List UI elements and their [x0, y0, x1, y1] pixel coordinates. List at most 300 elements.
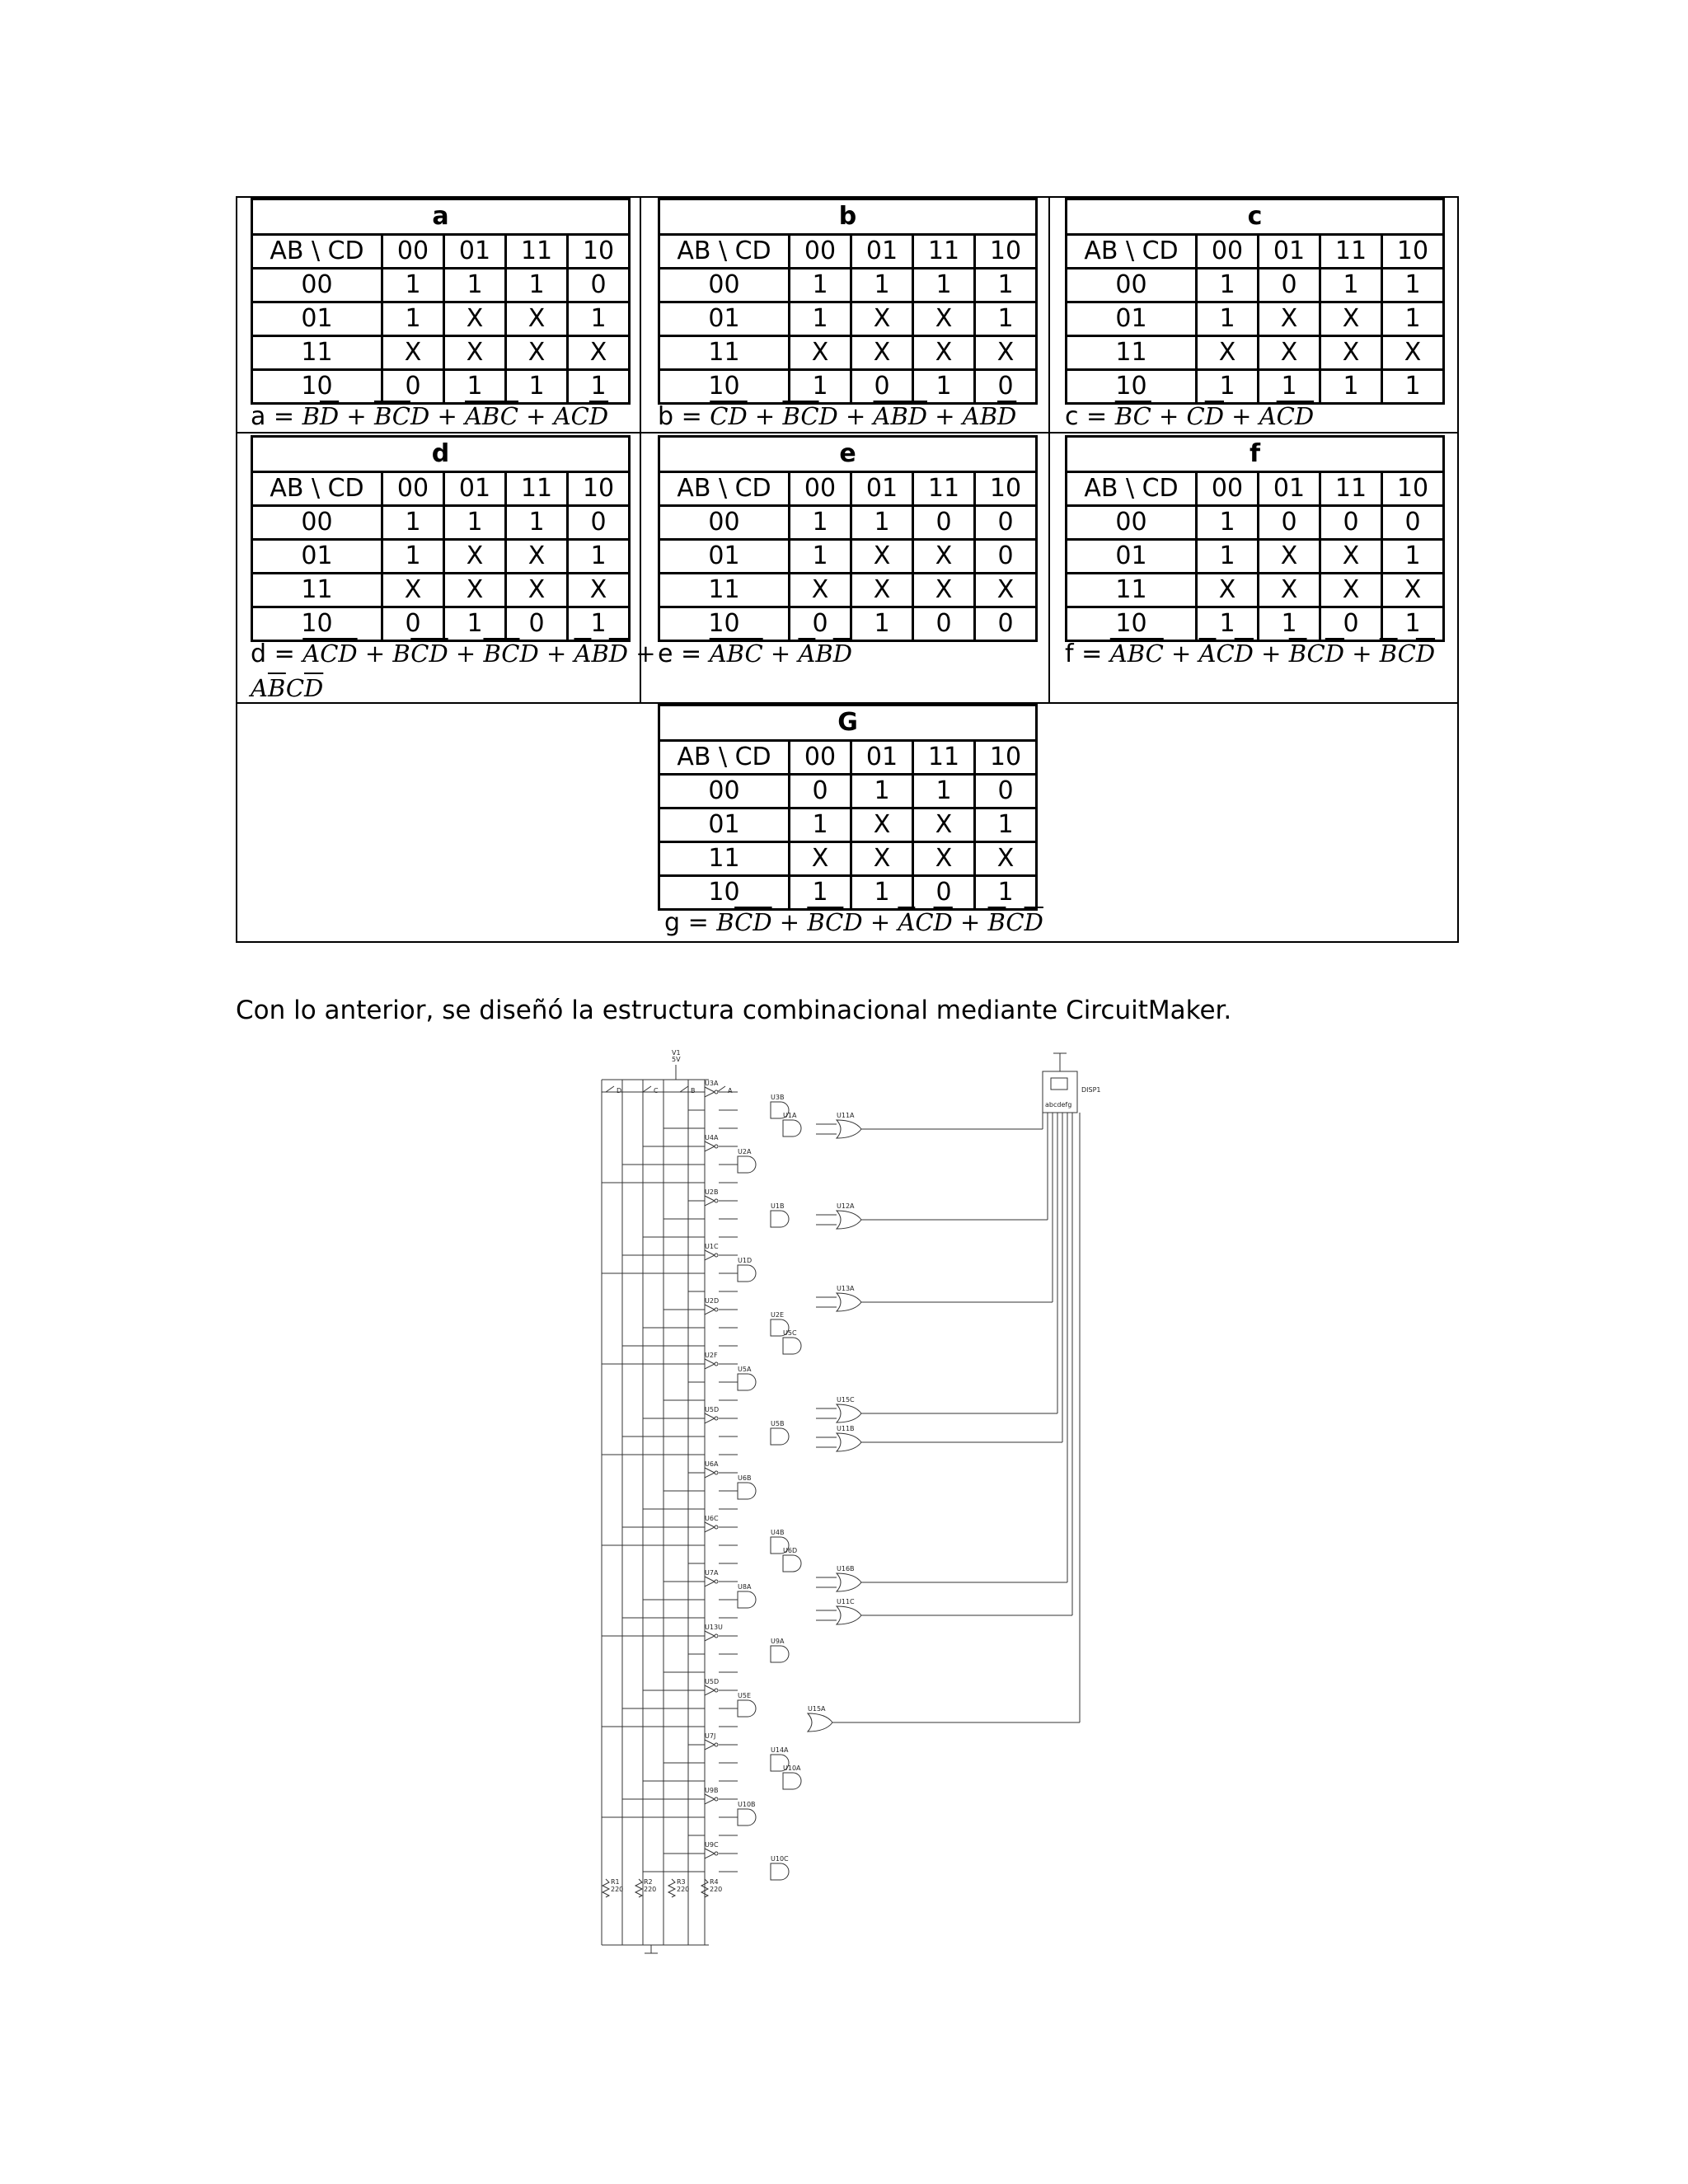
kmap-title: e	[659, 437, 1037, 472]
kmap-cell: X	[444, 302, 506, 336]
grid-divider	[1048, 196, 1050, 704]
kmap-cell: 1	[851, 269, 913, 302]
kmap-cell: X	[1259, 574, 1320, 607]
kmap-cell: 1	[1259, 607, 1320, 641]
kmap-header-cell: 00	[790, 235, 851, 269]
not-gate	[705, 1849, 715, 1858]
gate-label: U3A	[705, 1080, 719, 1087]
not-gate	[705, 1196, 715, 1206]
resistor	[668, 1879, 675, 1897]
or-gate	[837, 1433, 861, 1451]
kmap-row	[659, 775, 1037, 808]
kmap-cell: 1	[568, 302, 630, 336]
kmap-row	[659, 370, 1037, 404]
kmap-cell: 1	[1197, 269, 1259, 302]
or-gate	[837, 1120, 861, 1138]
or-gate	[808, 1713, 832, 1732]
circuit-schematic	[569, 1047, 1113, 1970]
kmap-row-label: 01	[1067, 540, 1197, 574]
gate-label: U4B	[771, 1529, 785, 1536]
kmap-row-label: 01	[1067, 302, 1197, 336]
kmap-cell: 1	[568, 370, 630, 404]
gate-label: U7A	[705, 1569, 719, 1577]
gate-label: U5D	[705, 1678, 720, 1685]
gate-label: U5D	[705, 1406, 720, 1413]
kmap-cell: X	[1259, 540, 1320, 574]
kmap-cell: 0	[1382, 506, 1444, 540]
resistor	[603, 1879, 609, 1897]
kmap-d	[251, 435, 628, 642]
kmap-row-label: 00	[659, 269, 790, 302]
kmap-cell: X	[975, 336, 1037, 370]
gate-label: U5A	[738, 1366, 752, 1373]
equation-a: $a = B\overline{D} + \overline{BC}D + \overline{ABC} + AC\overline{D}$	[251, 402, 609, 431]
kmap-cell: X	[913, 808, 975, 842]
kmap-cell: 1	[506, 370, 568, 404]
not-gate-bubble	[715, 1797, 718, 1801]
gate-label: U15C	[837, 1396, 855, 1404]
and-gate	[771, 1646, 789, 1662]
not-gate	[705, 1522, 715, 1532]
kmap-row	[252, 336, 630, 370]
gate-label: U9B	[705, 1787, 719, 1794]
kmap-cell: 1	[851, 506, 913, 540]
kmap-row	[252, 370, 630, 404]
kmap-cell: 1	[790, 876, 851, 910]
resistor	[635, 1879, 642, 1897]
kmap-cell: 1	[851, 876, 913, 910]
kmap-header-cell: 01	[851, 235, 913, 269]
kmap-row	[659, 336, 1037, 370]
not-gate-bubble	[715, 1362, 718, 1366]
kmap-table	[1065, 435, 1445, 642]
kmap-cell: 1	[790, 506, 851, 540]
switch-label: A	[728, 1087, 733, 1094]
kmap-row	[659, 808, 1037, 842]
not-gate-bubble	[715, 1689, 718, 1692]
not-gate	[705, 1087, 715, 1097]
kmap-title: d	[252, 437, 630, 472]
kmap-row	[252, 269, 630, 302]
kmap-cell: 1	[1197, 370, 1259, 404]
kmap-title: G	[659, 705, 1037, 741]
display-pins: abcdefg	[1045, 1101, 1072, 1108]
and-gate	[738, 1374, 756, 1390]
gate-label: U1B	[771, 1202, 785, 1210]
kmap-header-cell: 11	[506, 235, 568, 269]
kmap-row	[252, 574, 630, 607]
kmap-row-label: 10	[252, 607, 382, 641]
kmap-row	[659, 269, 1037, 302]
and-gate	[738, 1591, 756, 1608]
kmap-cell: 1	[913, 370, 975, 404]
gate-label: U9A	[771, 1638, 785, 1645]
kmap-cell: X	[790, 336, 851, 370]
kmap-row	[1067, 506, 1444, 540]
kmap-cell: 1	[568, 540, 630, 574]
gate-label: U2B	[705, 1188, 719, 1196]
kmap-row-label: 10	[659, 876, 790, 910]
or-gate	[837, 1606, 861, 1624]
and-gate	[738, 1809, 756, 1825]
gate-label: U5E	[738, 1692, 751, 1699]
kmap-cell: 1	[382, 540, 444, 574]
kmap-cell: X	[790, 574, 851, 607]
kmap-cell: X	[975, 574, 1037, 607]
not-gate	[705, 1794, 715, 1804]
kmap-cell: X	[1259, 302, 1320, 336]
kmap-b	[658, 198, 1035, 405]
supply-label: V1	[672, 1049, 681, 1057]
equation-b: $b = \overline{CD} + \overline{BC}D + \overline{ABD} + AB\overline{D}$	[658, 402, 1017, 431]
kmap-header-cell: 01	[444, 472, 506, 506]
kmap-cell: X	[568, 336, 630, 370]
kmap-header-cell: AB \ CD	[252, 472, 382, 506]
kmap-row	[1067, 540, 1444, 574]
kmap-row-label: 11	[659, 574, 790, 607]
kmap-row	[1067, 574, 1444, 607]
kmap-cell: 0	[975, 540, 1037, 574]
kmap-cell: 1	[975, 876, 1037, 910]
gate-label: U8A	[738, 1583, 752, 1591]
kmap-row-label: 10	[1067, 370, 1197, 404]
kmap-row	[252, 607, 630, 641]
kmap-row-label: 01	[659, 302, 790, 336]
kmap-cell: 0	[790, 607, 851, 641]
not-gate-bubble	[715, 1090, 718, 1094]
kmap-g	[658, 704, 1035, 911]
kmap-cell: X	[851, 842, 913, 876]
kmap-cell: 1	[444, 370, 506, 404]
kmap-header-cell: 11	[1320, 235, 1382, 269]
wire	[643, 1086, 651, 1092]
kmap-cell: 0	[790, 775, 851, 808]
kmap-cell: X	[913, 842, 975, 876]
kmap-cell: 0	[1320, 607, 1382, 641]
kmap-cell: X	[913, 336, 975, 370]
kmap-table	[658, 704, 1038, 911]
not-gate-bubble	[715, 1526, 718, 1529]
switch-label: B	[691, 1087, 696, 1094]
kmap-row-label: 10	[659, 370, 790, 404]
kmap-header-cell: 10	[975, 741, 1037, 775]
and-gate	[771, 1428, 789, 1445]
kmap-cell: 1	[1382, 370, 1444, 404]
kmap-row	[659, 540, 1037, 574]
kmap-cell: 0	[851, 370, 913, 404]
kmap-cell: 1	[1382, 607, 1444, 641]
kmap-cell: X	[851, 808, 913, 842]
gate-label: U1D	[738, 1257, 753, 1264]
kmap-header-cell: 11	[913, 235, 975, 269]
resistor-value: 220	[611, 1886, 624, 1893]
kmap-cell: 0	[913, 607, 975, 641]
gate-label: U4A	[705, 1134, 719, 1141]
resistor-label: R3	[677, 1878, 686, 1886]
kmap-row	[1067, 302, 1444, 336]
kmap-cell: X	[851, 574, 913, 607]
wire	[606, 1086, 614, 1092]
kmap-row-label: 00	[252, 269, 382, 302]
kmap-cell: X	[851, 302, 913, 336]
kmap-title: c	[1067, 199, 1444, 235]
kmap-row-label: 11	[252, 336, 382, 370]
gate-label: U11A	[837, 1112, 855, 1119]
kmap-cell: 0	[506, 607, 568, 641]
not-gate	[705, 1577, 715, 1586]
kmap-cell: X	[382, 574, 444, 607]
kmap-cell: X	[1382, 336, 1444, 370]
kmap-cell: X	[913, 540, 975, 574]
kmap-cell: 1	[444, 607, 506, 641]
kmap-cell: 0	[975, 506, 1037, 540]
gate-label: U15A	[808, 1705, 826, 1713]
resistor-value: 220	[644, 1886, 657, 1893]
kmap-cell: 1	[382, 506, 444, 540]
gate-label: U10B	[738, 1801, 756, 1808]
kmap-header-cell: 01	[851, 472, 913, 506]
kmap-row-label: 00	[1067, 506, 1197, 540]
kmap-row	[659, 302, 1037, 336]
kmap-title: f	[1067, 437, 1444, 472]
kmap-table	[251, 435, 631, 642]
kmap-cell: 1	[1382, 540, 1444, 574]
kmap-cell: X	[1382, 574, 1444, 607]
gate-label: U11C	[837, 1598, 855, 1605]
gate-label: U13A	[837, 1285, 855, 1292]
not-gate	[705, 1468, 715, 1478]
gate-label: U3B	[771, 1094, 785, 1101]
kmap-header-cell: 11	[913, 472, 975, 506]
kmap-cell: 0	[913, 876, 975, 910]
kmap-cell: 1	[975, 808, 1037, 842]
kmap-cell: 1	[444, 506, 506, 540]
kmap-header-cell: AB \ CD	[1067, 472, 1197, 506]
kmap-cell: 1	[1197, 506, 1259, 540]
gate-label: U13U	[705, 1624, 723, 1631]
display-label: DISP1	[1081, 1086, 1101, 1094]
kmap-cell: 1	[1382, 302, 1444, 336]
kmap-cell: X	[444, 574, 506, 607]
kmap-row	[659, 607, 1037, 641]
gate-label: U2F	[705, 1352, 718, 1359]
kmap-row	[659, 574, 1037, 607]
kmap-cell: X	[444, 336, 506, 370]
kmap-cell: 1	[913, 775, 975, 808]
resistor-value: 220	[677, 1886, 690, 1893]
kmap-cell: 0	[975, 607, 1037, 641]
kmap-cell: X	[506, 574, 568, 607]
kmap-cell: 0	[975, 775, 1037, 808]
and-gate	[783, 1120, 801, 1137]
not-gate-bubble	[715, 1145, 718, 1148]
kmap-c	[1065, 198, 1442, 405]
and-gate	[738, 1265, 756, 1282]
grid-divider	[236, 432, 1459, 434]
kmap-cell: X	[506, 540, 568, 574]
kmap-row-label: 11	[659, 336, 790, 370]
gate-label: U9C	[705, 1841, 719, 1849]
kmap-header-cell: 01	[1259, 472, 1320, 506]
and-gate	[783, 1555, 801, 1572]
wire	[680, 1086, 688, 1092]
kmap-cell: 1	[851, 775, 913, 808]
kmap-row-label: 00	[1067, 269, 1197, 302]
and-gate	[738, 1156, 756, 1173]
kmap-cell: X	[913, 574, 975, 607]
kmap-cell: 1	[1197, 607, 1259, 641]
kmap-header-cell: 10	[1382, 472, 1444, 506]
kmap-row-label: 10	[1067, 607, 1197, 641]
kmap-f	[1065, 435, 1442, 642]
kmap-cell: 1	[975, 302, 1037, 336]
not-gate	[705, 1740, 715, 1750]
and-gate	[771, 1211, 789, 1227]
kmap-cell: 1	[1382, 269, 1444, 302]
grid-divider	[640, 196, 641, 704]
resistor-label: R1	[611, 1878, 620, 1886]
equation-c: $c = \overline{BC} + C\overline{D} + A\overline{CD}$	[1065, 402, 1315, 431]
and-gate	[738, 1483, 756, 1499]
kmap-cell: 1	[913, 269, 975, 302]
not-gate	[705, 1250, 715, 1260]
kmap-title: a	[252, 199, 630, 235]
gate-label: U6B	[738, 1474, 752, 1482]
kmap-header-cell: 11	[913, 741, 975, 775]
wire	[717, 1086, 725, 1092]
kmap-header-cell: AB \ CD	[659, 741, 790, 775]
kmap-cell: 1	[790, 808, 851, 842]
not-gate-bubble	[715, 1634, 718, 1638]
kmap-row-label: 11	[1067, 574, 1197, 607]
kmap-cell: X	[444, 540, 506, 574]
kmap-cell: X	[1259, 336, 1320, 370]
not-gate-bubble	[715, 1254, 718, 1257]
supply-value: 5V	[672, 1056, 681, 1063]
kmap-row	[252, 302, 630, 336]
kmap-row-label: 11	[252, 574, 382, 607]
or-gate	[837, 1293, 861, 1311]
equation-e: $e = \overline{ABC} + \overline{A}B\overline{D}$	[658, 640, 852, 668]
kmap-cell: 0	[1320, 506, 1382, 540]
kmap-cell: 1	[790, 302, 851, 336]
kmap-cell: 1	[851, 607, 913, 641]
kmap-row-label: 11	[659, 842, 790, 876]
kmap-title: b	[659, 199, 1037, 235]
kmap-row-label: 10	[252, 370, 382, 404]
or-gate	[837, 1573, 861, 1591]
kmap-cell: X	[1197, 574, 1259, 607]
kmap-cell: 1	[568, 607, 630, 641]
kmap-cell: 0	[1259, 506, 1320, 540]
not-gate	[705, 1631, 715, 1641]
kmap-row-label: 10	[659, 607, 790, 641]
equation-g: $g = B\overline{CD} + \overline{BC}D + \overline{A}C\overline{D} + \overline{B}C\overline{D}$	[664, 908, 1043, 937]
gate-label: U10C	[771, 1855, 789, 1863]
kmap-row-label: 01	[659, 808, 790, 842]
kmap-row	[659, 506, 1037, 540]
kmap-cell: 1	[1259, 370, 1320, 404]
kmap-row-label: 00	[659, 775, 790, 808]
kmap-cell: X	[1320, 302, 1382, 336]
gate-label: U2E	[771, 1311, 784, 1319]
not-gate-bubble	[715, 1199, 718, 1202]
kmap-header-cell: 10	[1382, 235, 1444, 269]
kmap-row-label: 01	[659, 540, 790, 574]
kmap-cell: X	[913, 302, 975, 336]
kmap-row	[1067, 370, 1444, 404]
kmap-a	[251, 198, 628, 405]
body-paragraph: Con lo anterior, se diseñó la estructura combinacional mediante CircuitMaker.	[236, 996, 1232, 1025]
kmap-header-cell: 01	[444, 235, 506, 269]
gate-label: U12A	[837, 1202, 855, 1210]
kmap-cell: X	[568, 574, 630, 607]
kmap-header-cell: 01	[1259, 235, 1320, 269]
or-gate	[837, 1211, 861, 1229]
or-gate	[837, 1404, 861, 1422]
resistor-label: R4	[710, 1878, 719, 1886]
and-gate	[783, 1773, 801, 1789]
kmap-cell: X	[506, 302, 568, 336]
kmap-header-cell: AB \ CD	[1067, 235, 1197, 269]
not-gate	[705, 1305, 715, 1315]
gate-label: U6C	[705, 1515, 719, 1522]
kmap-header-cell: AB \ CD	[659, 235, 790, 269]
kmap-row-label: 01	[252, 540, 382, 574]
kmap-cell: 1	[506, 506, 568, 540]
kmap-cell: 1	[790, 269, 851, 302]
not-gate-bubble	[715, 1852, 718, 1855]
gate-label: U5B	[771, 1420, 785, 1427]
not-gate-bubble	[715, 1471, 718, 1474]
kmap-cell: 1	[444, 269, 506, 302]
kmap-row	[252, 506, 630, 540]
kmap-header-cell: 10	[975, 235, 1037, 269]
kmap-e	[658, 435, 1035, 642]
and-gate	[771, 1863, 789, 1880]
not-gate-bubble	[715, 1308, 718, 1311]
gate-label: U16B	[837, 1565, 855, 1572]
kmap-header-cell: 00	[790, 472, 851, 506]
circuit-schematic-drawing	[569, 1047, 1113, 1970]
gate-label: U1A	[783, 1112, 797, 1119]
kmap-row	[659, 842, 1037, 876]
not-gate-bubble	[715, 1417, 718, 1420]
equation-d: $d = \overline{ACD} + B\overline{CD} + \overline{BC}D + \overline{A}B\overline{D}$ +	[251, 640, 656, 668]
kmap-row	[1067, 607, 1444, 641]
kmap-cell: 1	[790, 370, 851, 404]
kmap-cell: X	[975, 842, 1037, 876]
kmap-cell: 1	[382, 302, 444, 336]
kmap-row-label: 00	[659, 506, 790, 540]
kmap-cell: 0	[568, 269, 630, 302]
gate-label: U1C	[705, 1243, 719, 1250]
kmap-cell: 1	[1197, 302, 1259, 336]
gate-label: U11B	[837, 1425, 855, 1432]
kmap-row	[1067, 269, 1444, 302]
kmap-cell: X	[1320, 336, 1382, 370]
kmap-header-cell: AB \ CD	[252, 235, 382, 269]
kmap-row-label: 11	[1067, 336, 1197, 370]
kmap-header-cell: 11	[506, 472, 568, 506]
gate-label: U6A	[705, 1460, 719, 1468]
kmap-cell: X	[382, 336, 444, 370]
kmap-cell: X	[851, 336, 913, 370]
kmap-row	[1067, 336, 1444, 370]
kmap-table	[1065, 198, 1445, 405]
and-gate	[783, 1338, 801, 1354]
resistor-label: R2	[644, 1878, 653, 1886]
